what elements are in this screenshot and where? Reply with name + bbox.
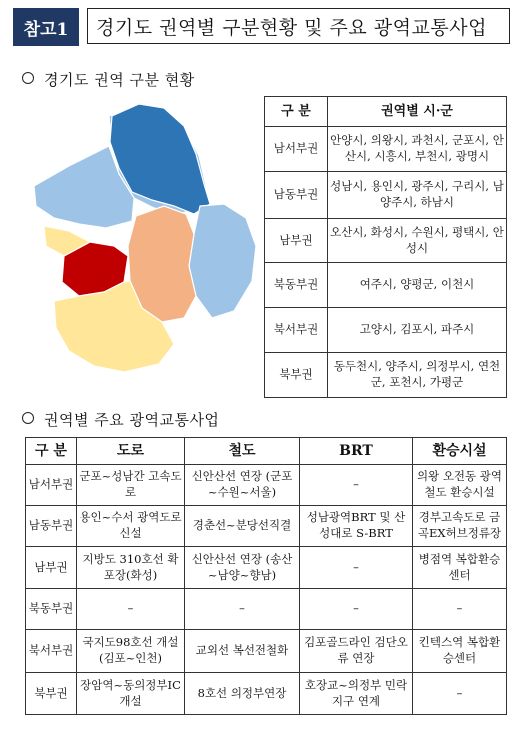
transfer-cell: 의왕 오전동 광역철도 환승시설 xyxy=(413,465,507,506)
column-header: 구 분 xyxy=(26,438,77,465)
table-row xyxy=(265,353,507,398)
region-cities-cell: 오산시, 화성시, 수원시, 평택시, 안성시 xyxy=(328,219,507,263)
transfer-cell: – xyxy=(413,673,507,715)
region-name-cell: 북서부권 xyxy=(265,308,328,353)
table-row xyxy=(26,673,507,715)
table-row xyxy=(265,263,507,308)
region-name-cell: 남서부권 xyxy=(265,127,328,172)
rail-cell: 신안산선 연장 (송산~남양~향남) xyxy=(185,547,300,589)
project-table xyxy=(25,437,507,715)
road-cell: 장암역~동의정부IC개설 xyxy=(77,673,185,715)
rail-cell: 교외선 복선전철화 xyxy=(185,630,300,673)
table-row xyxy=(265,308,507,353)
section-heading-projects: 권역별 주요 광역교통사업 xyxy=(22,409,219,430)
region-cities-cell: 고양시, 김포시, 파주시 xyxy=(328,308,507,353)
brt-cell: 김포골드라인 검단오류 연장 xyxy=(300,630,413,673)
road-cell: 용인~수서 광역도로신설 xyxy=(77,506,185,547)
transfer-cell: 경부고속도로 금곡EX허브정류장 xyxy=(413,506,507,547)
region-cities-cell: 여주시, 양평군, 이천시 xyxy=(328,263,507,308)
column-header: 도로 xyxy=(77,438,185,465)
region-name-cell: 북부권 xyxy=(265,353,328,398)
region-cities-cell: 동두천시, 양주시, 의정부시, 연천군, 포천시, 가평군 xyxy=(328,353,507,398)
table-row xyxy=(26,547,507,589)
table-header-row xyxy=(265,97,507,127)
brt-cell: 성남광역BRT 및 산성대로 S-BRT xyxy=(300,506,413,547)
region-name-cell: 남서부권 xyxy=(26,465,77,506)
region-name-cell: 남부권 xyxy=(26,547,77,589)
rail-cell: 신안산선 연장 (군포~수원~서울) xyxy=(185,465,300,506)
section-heading-regions: 경기도 권역 구분 현황 xyxy=(22,69,195,90)
road-cell: 군포~성남간 고속도로 xyxy=(77,465,185,506)
reference-badge: 참고1 xyxy=(13,8,79,46)
column-header: 권역별 시·군 xyxy=(328,97,507,127)
brt-cell: – xyxy=(300,589,413,630)
bullet-circle-icon xyxy=(22,72,34,84)
table-header-row xyxy=(26,438,507,465)
table-row xyxy=(26,465,507,506)
gyeonggi-region-map xyxy=(24,96,262,378)
region-cities-cell: 성남시, 용인시, 광주시, 구리시, 남양주시, 하남시 xyxy=(328,172,507,219)
road-cell: 지방도 310호선 확포장(화성) xyxy=(77,547,185,589)
transfer-cell: 병점역 복합환승센터 xyxy=(413,547,507,589)
map-region-northeast xyxy=(189,204,256,318)
table-row xyxy=(26,630,507,673)
region-name-cell: 남동부권 xyxy=(265,172,328,219)
brt-cell: – xyxy=(300,547,413,589)
brt-cell: 호장교~의정부 민락지구 연계 xyxy=(300,673,413,715)
road-cell: 국지도98호선 개설 (김포~인천) xyxy=(77,630,185,673)
region-name-cell: 남동부권 xyxy=(26,506,77,547)
column-header: 환승시설 xyxy=(413,438,507,465)
column-header: 구 분 xyxy=(265,97,328,127)
rail-cell: – xyxy=(185,589,300,630)
region-name-cell: 남부권 xyxy=(265,219,328,263)
region-cities-cell: 안양시, 의왕시, 과천시, 군포시, 안산시, 시흥시, 부천시, 광명시 xyxy=(328,127,507,172)
rail-cell: 경춘선~분당선직결 xyxy=(185,506,300,547)
table-row xyxy=(26,506,507,547)
table-row xyxy=(265,127,507,172)
table-row xyxy=(265,219,507,263)
page-title: 경기도 권역별 구분현황 및 주요 광역교통사업 xyxy=(87,8,510,44)
page-header xyxy=(13,8,510,46)
bullet-circle-icon xyxy=(22,412,34,424)
table-row xyxy=(265,172,507,219)
column-header: BRT xyxy=(300,438,413,465)
region-name-cell: 북동부권 xyxy=(26,589,77,630)
region-name-cell: 북서부권 xyxy=(26,630,77,673)
transfer-cell: 킨텍스역 복합환승센터 xyxy=(413,630,507,673)
table-row xyxy=(26,589,507,630)
region-table xyxy=(264,96,507,398)
region-name-cell: 북동부권 xyxy=(265,263,328,308)
transfer-cell: – xyxy=(413,589,507,630)
region-name-cell: 북부권 xyxy=(26,673,77,715)
brt-cell: – xyxy=(300,465,413,506)
column-header: 철도 xyxy=(185,438,300,465)
rail-cell: 8호선 의정부연장 xyxy=(185,673,300,715)
road-cell: – xyxy=(77,589,185,630)
